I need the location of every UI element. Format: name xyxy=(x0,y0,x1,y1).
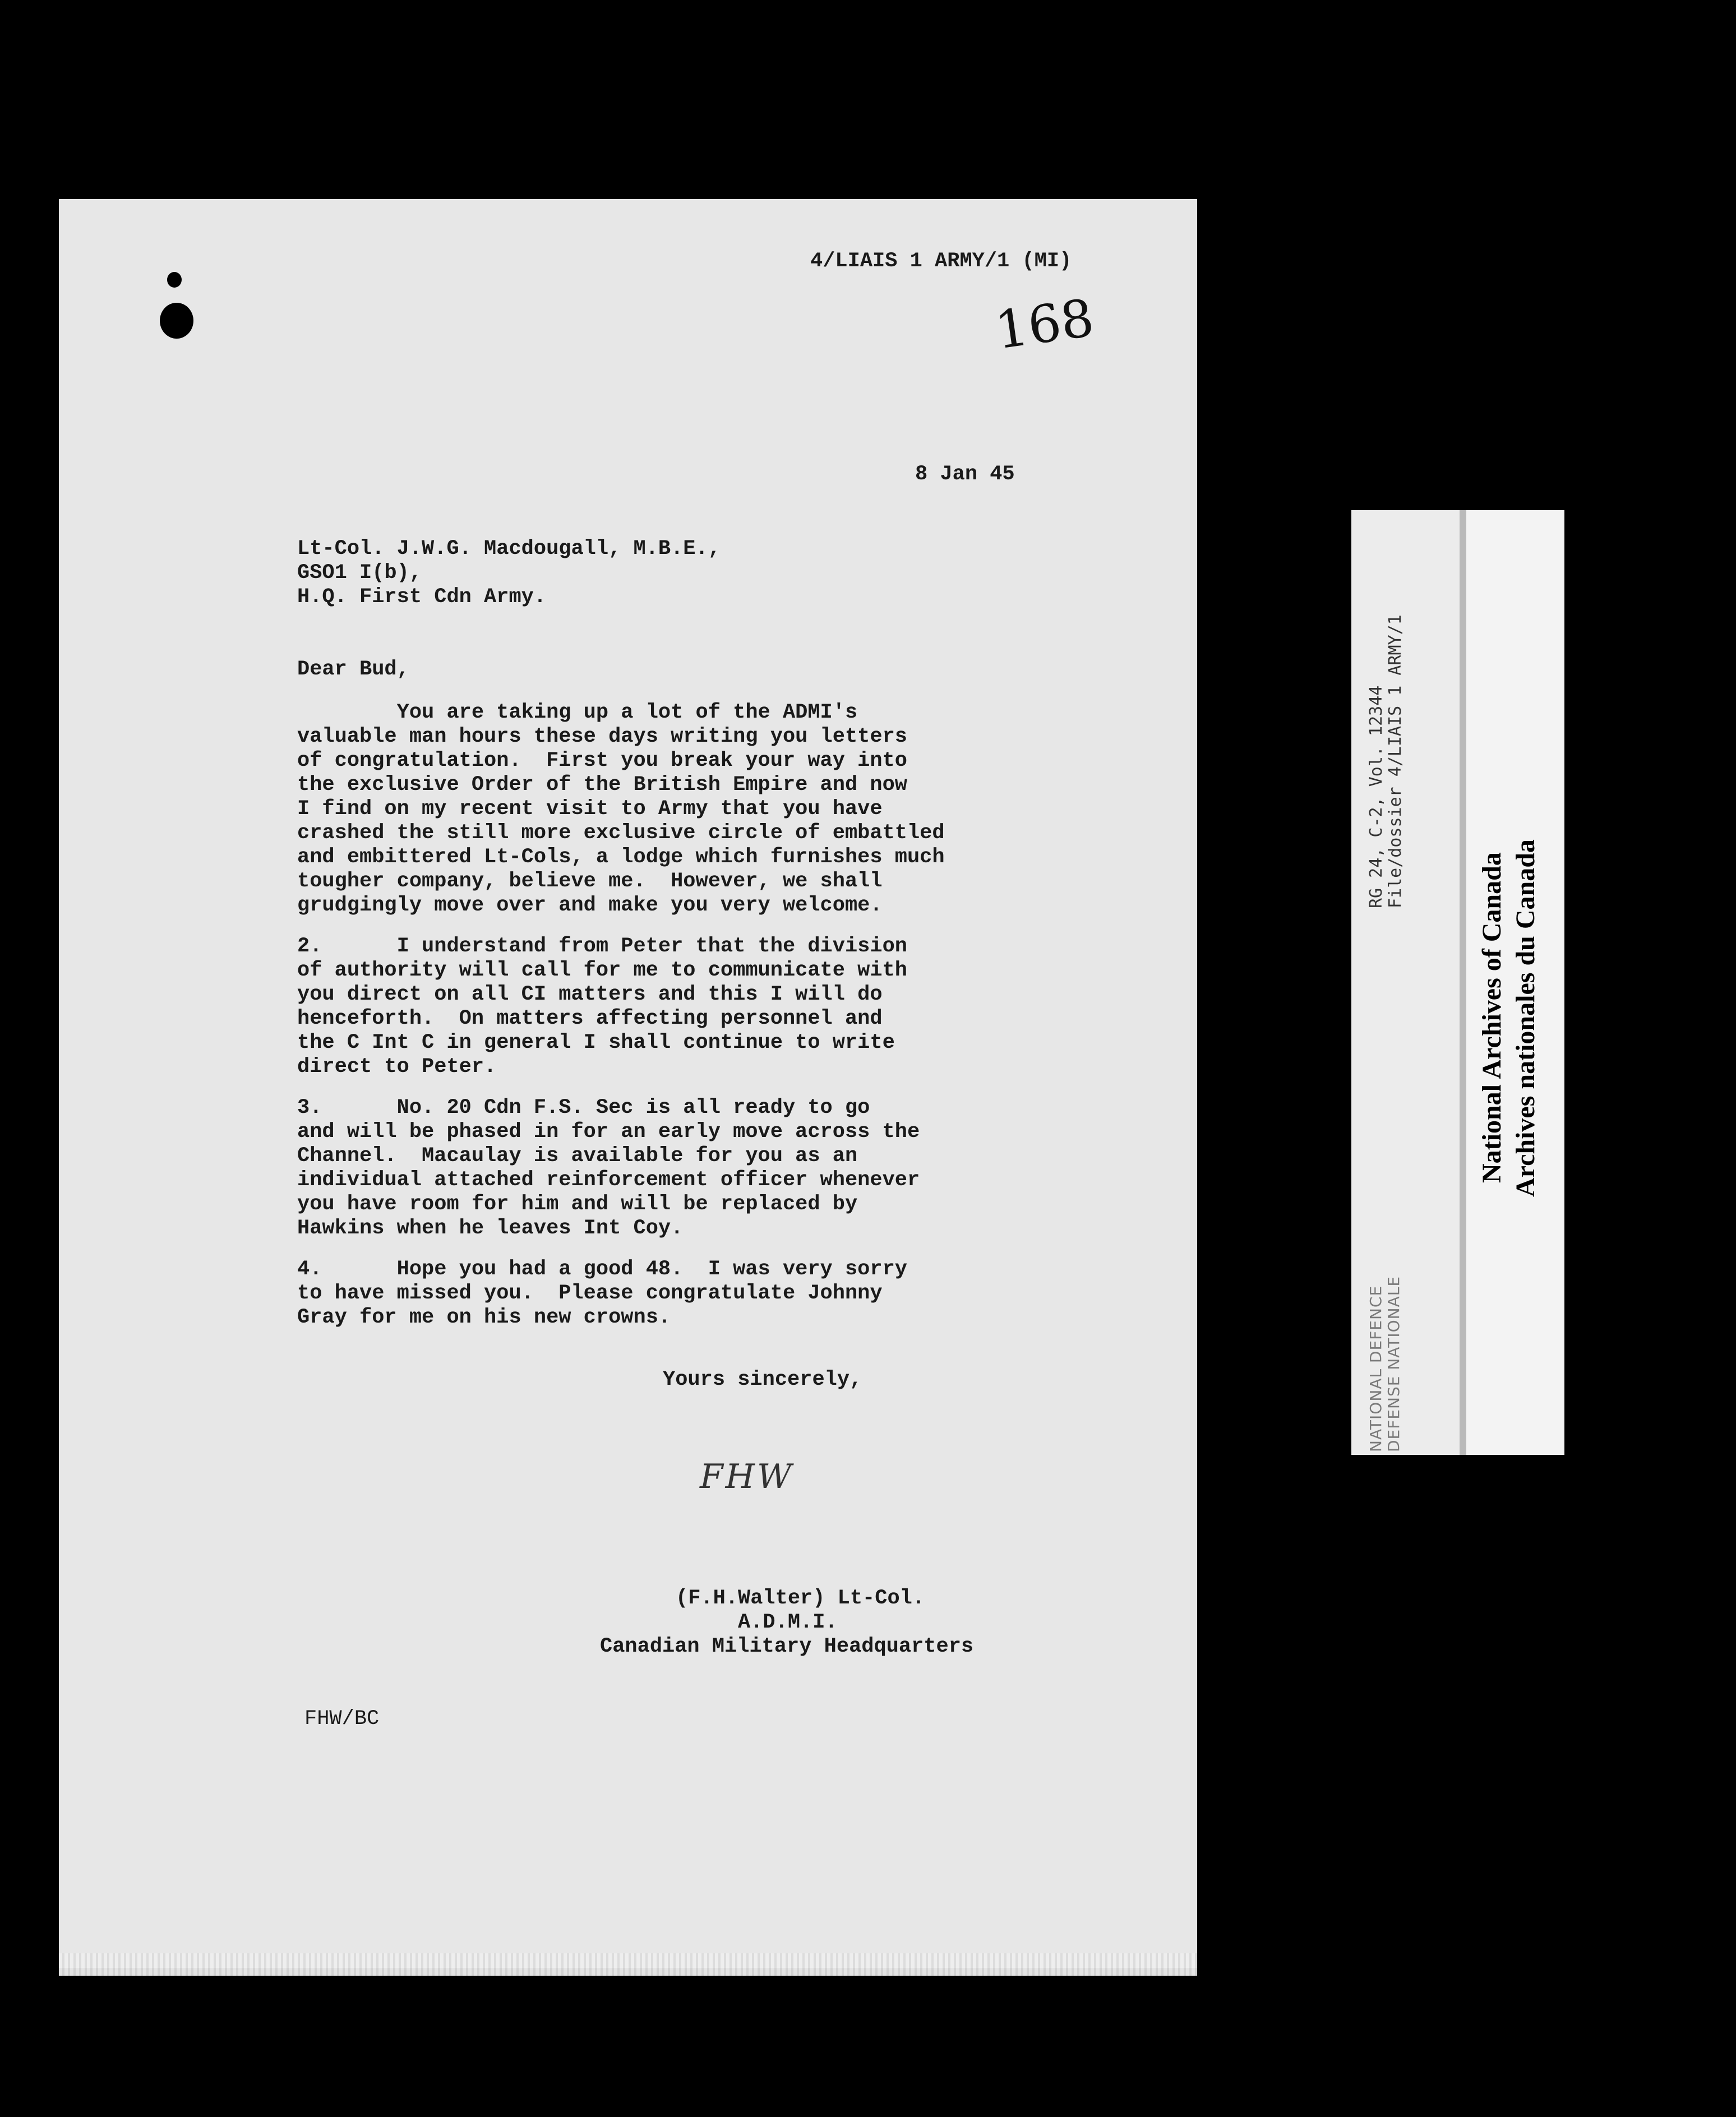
text-line: direct to Peter. xyxy=(297,1055,497,1079)
text-line: grudgingly move over and make you very welcome. xyxy=(297,894,883,917)
text-line: the exclusive Order of the British Empire and now xyxy=(297,773,907,797)
salutation: Dear Bud, xyxy=(297,658,409,681)
text-line: You are taking up a lot of the ADMI's xyxy=(297,701,858,724)
text-line: 3. No. 20 Cdn F.S. Sec is all ready to go xyxy=(297,1096,870,1120)
typist-reference: FHW/BC xyxy=(304,1707,380,1731)
text-line: 2. I understand from Peter that the division xyxy=(297,935,907,958)
text-line: tougher company, believe me. However, we shall xyxy=(297,870,883,893)
text-line: to have missed you. Please congratulate Johnny xyxy=(297,1282,883,1305)
text-line: the C Int C in general I shall continue to write xyxy=(297,1031,895,1055)
label-reference-line: RG 24, C-2, Vol. 12344 xyxy=(1366,685,1386,908)
text-line: Channel. Macaulay is available for you as an xyxy=(297,1144,858,1168)
text-line: valuable man hours these days writing you letters xyxy=(297,725,907,748)
folio-number: 168 xyxy=(991,288,1098,361)
letter-date: 8 Jan 45 xyxy=(915,463,1015,486)
text-line: and embittered Lt-Cols, a lodge which furnishes much xyxy=(297,845,945,869)
punch-hole xyxy=(160,303,193,339)
text-line: of authority will call for me to communicate with xyxy=(297,959,907,982)
signatory-title: A.D.M.I. xyxy=(738,1611,838,1634)
file-reference: 4/LIAIS 1 ARMY/1 (MI) xyxy=(810,249,1072,273)
text-line: you direct on all CI matters and this I will do xyxy=(297,983,883,1006)
recipient-line: GSO1 I(b), xyxy=(297,561,422,585)
text-line: you have room for him and will be replaced by xyxy=(297,1192,858,1216)
signatory-organization: Canadian Military Headquarters xyxy=(600,1635,974,1658)
text-line: and will be phased in for an early move across the xyxy=(297,1120,920,1144)
label-archives-name-en: National Archives of Canada xyxy=(1477,852,1507,1183)
label-archives-name-fr: Archives nationales du Canada xyxy=(1511,839,1540,1197)
label-defence-line: NATIONAL DEFENCE xyxy=(1366,1285,1385,1452)
label-defence-line: DEFENSE NATIONALE xyxy=(1384,1275,1403,1452)
text-line: Gray for me on his new crowns. xyxy=(297,1306,671,1329)
recipient-line: Lt-Col. J.W.G. Macdougall, M.B.E., xyxy=(297,537,721,561)
signatory-name: (F.H.Walter) Lt-Col. xyxy=(676,1587,925,1610)
text-line: individual attached reinforcement officer whenever xyxy=(297,1168,920,1192)
punch-hole-mark xyxy=(167,272,182,288)
signature-initials: FHW xyxy=(700,1457,794,1496)
text-line: 4. Hope you had a good 48. I was very sorry xyxy=(297,1258,907,1281)
label-reference-line: File/dossier 4/LIAIS 1 ARMY/1 xyxy=(1386,614,1405,908)
closing: Yours sincerely, xyxy=(663,1368,862,1392)
recipient-line: H.Q. First Cdn Army. xyxy=(297,585,547,609)
text-line: crashed the still more exclusive circle of embattled xyxy=(297,821,945,845)
text-line: I find on my recent visit to Army that you have xyxy=(297,797,883,821)
page-edge xyxy=(59,1953,1197,1976)
text-line: of congratulation. First you break your way into xyxy=(297,749,907,773)
text-line: henceforth. On matters affecting personnel and xyxy=(297,1007,883,1030)
letter-page xyxy=(59,199,1197,1976)
archive-label-divider xyxy=(1460,510,1466,1455)
text-line: Hawkins when he leaves Int Coy. xyxy=(297,1217,684,1240)
